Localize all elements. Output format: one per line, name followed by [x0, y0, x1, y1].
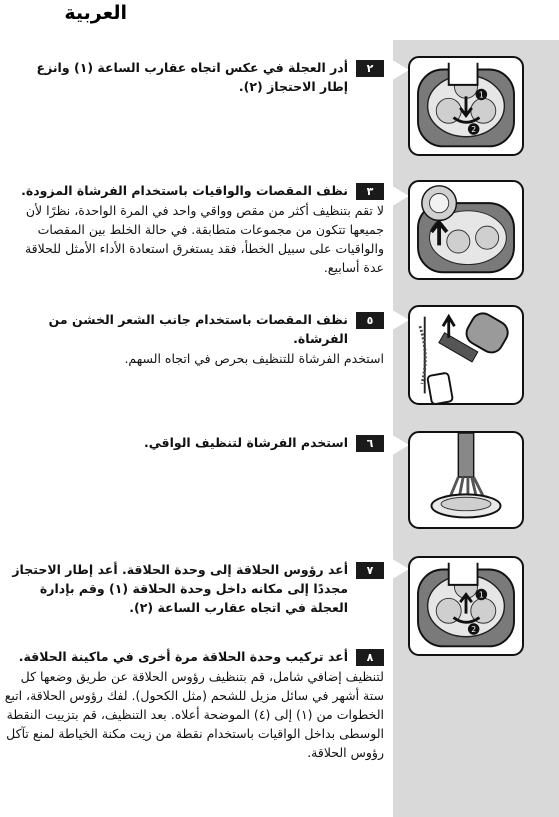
pointer-arrow-icon: [389, 557, 409, 581]
step-6: [14, 433, 384, 452]
step-title: نظف المقصات والواقيات باستخدام الفرشاة المزودة.: [21, 183, 348, 198]
step-title: أعد رؤوس الحلاقة إلى وحدة الحلاقة. أعد إطار الاحتجاز مجددًا إلى مكانه داخل وحدة الحلاقة (١) وقم بإدارة العجلة في اتجاه عقارب الساعة (٢).: [12, 562, 348, 615]
illustration-step-6: [408, 431, 524, 529]
step-title: أدر العجلة في عكس اتجاه عقارب الساعة (١) وانزع إطار الاحتجاز (٢).: [36, 60, 348, 94]
step-number-badge: ٢: [356, 60, 384, 77]
step-number-badge: ٨: [356, 649, 384, 666]
pointer-arrow-icon: [389, 433, 409, 457]
callout-1: 1: [478, 90, 484, 100]
callout-2: 2: [471, 624, 477, 634]
step-7: [4, 560, 384, 617]
step-number-badge: ٧: [356, 562, 384, 579]
step-title: استخدم الفرشاة لتنظيف الواقي.: [144, 435, 348, 450]
shaving-unit-lock-icon: [410, 558, 522, 654]
step-body: لا تقم بتنظيف أكثر من مقص وواقي واحد في المرة الواحدة، نظرًا لأن جميعها تتكون من مجموعات متطابقة. في حالة الخلط بين المقصات والواقيات على سبيل الخطأ، فقد يستغرق استعادة الأداء الأمثل للحلاقة عدة أسابيع.: [24, 203, 384, 275]
step-body: لتنظيف إضافي شامل، قم بتنظيف رؤوس الحلاقة عن طريق وضعها كل ستة أشهر في سائل مزيل للشحم (مثل الكحول). لفك رؤوس الحلاقة، اتبع الخطوات من (١) إلى (٤) الموضحة أعلاه. بعد التنظيف، قم بتزييت النقطة الوسطى بداخل الواقيات باستخدام نقطة من زيت مكنة الخياطة لمنع تآكل رؤوس الحلاقة.: [4, 669, 384, 760]
illustration-step-2: [408, 56, 524, 156]
step-title: أعد تركيب وحدة الحلاقة مرة أخرى في ماكينة الحلاقة.: [18, 649, 348, 664]
illustration-step-3: [408, 180, 524, 280]
pointer-arrow-icon: [389, 58, 409, 82]
step-8: [4, 647, 384, 762]
page-title: العربية: [64, 2, 127, 24]
step-5: [4, 310, 384, 368]
step-number-badge: ٣: [356, 183, 384, 200]
illustration-sidebar: [393, 40, 559, 817]
step-2: [14, 58, 384, 96]
brush-cutter-icon: [410, 307, 522, 403]
illustration-step-5: [408, 305, 524, 405]
step-body: استخدم الفرشاة للتنظيف بحرص في اتجاه السهم.: [124, 351, 384, 366]
shaving-unit-unlock-icon: [410, 58, 522, 154]
pointer-arrow-icon: [389, 308, 409, 332]
step-number-badge: ٥: [356, 312, 384, 329]
cutter-guard-removal-icon: [410, 182, 522, 278]
step-title: نظف المقصات باستخدام جانب الشعر الخشن من الفرشاة.: [48, 312, 348, 346]
callout-2: 2: [471, 124, 477, 134]
illustration-step-7: [408, 556, 524, 656]
step-3: [4, 181, 384, 277]
callout-1: 1: [478, 590, 484, 600]
brush-guard-icon: [410, 433, 522, 527]
pointer-arrow-icon: [389, 184, 409, 208]
step-number-badge: ٦: [356, 435, 384, 452]
